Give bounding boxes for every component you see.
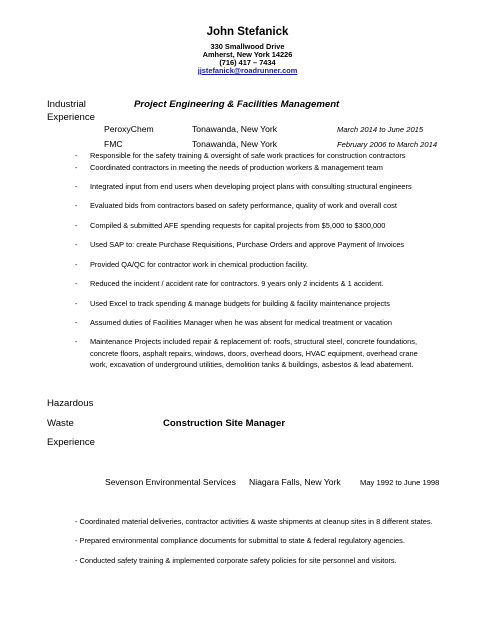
employer-company: FMC	[104, 139, 123, 149]
phone-number: (716) 417 – 7434	[219, 58, 276, 67]
resume-name: John Stefanick	[206, 26, 289, 38]
employer-dates: February 2006 to March 2014	[337, 140, 438, 149]
employer-dates: March 2014 to June 2015	[337, 125, 424, 134]
employer-company: PeroxyChem	[104, 124, 154, 134]
bullet-dash: -	[75, 279, 78, 288]
section-label-experience: Experience	[47, 112, 95, 123]
section-label-hazardous: Hazardous	[47, 398, 94, 409]
address-line-2: Amherst, New York 14226	[202, 50, 293, 59]
bullet-text: Provided QA/QC for contractor work in chemical production facility.	[90, 260, 308, 269]
bullet-dash: -	[75, 299, 78, 308]
employer-company: Sevenson Environmental Services	[105, 477, 236, 487]
section-label-experience: Experience	[47, 437, 95, 448]
email-link[interactable]: jjstefanick@roadrunner.com	[197, 66, 298, 75]
bullet-text: Compiled & submitted AFE spending requests for capital projects from $5,000 to $300,000	[90, 221, 386, 230]
bullet-text: Used Excel to track spending & manage budgets for building & facility maintenance projects	[90, 299, 390, 308]
employer-location: Tonawanda, New York	[192, 139, 278, 149]
bullet-text: Assumed duties of Facilities Manager when he was absent for medical treatment or vacation	[90, 318, 392, 327]
bullet-item: - Coordinated material deliveries, contractor activities & waste shipments at cleanup sites in 8 different states.	[75, 517, 433, 526]
bullet-text: Used SAP to: create Purchase Requisitions, Purchase Orders and approve Payment of Invoices	[90, 240, 405, 249]
employer-dates: May 1992 to June 1998	[360, 478, 440, 487]
employer-location: Tonawanda, New York	[192, 124, 278, 134]
bullet-text: Reduced the incident / accident rate for contractors. 9 years only 2 incidents & 1 accident.	[90, 279, 384, 288]
bullet-dash: -	[75, 221, 78, 230]
job-title-site-manager: Construction Site Manager	[163, 418, 286, 429]
address-line-1: 330 Smallwood Drive	[210, 42, 285, 51]
bullet-text: Integrated input from end users when developing project plans with consulting structural engineers	[90, 182, 412, 191]
bullet-dash: -	[75, 337, 78, 346]
section-label-waste: Waste	[47, 418, 74, 429]
section-label-industrial: Industrial	[47, 99, 86, 110]
bullet-item: - Conducted safety training & implemented corporate safety policies for site personnel and visitors.	[75, 556, 397, 565]
job-title-project-engineering: Project Engineering & Facilities Management	[134, 99, 340, 110]
bullet-dash: -	[75, 182, 78, 191]
bullet-dash: -	[75, 318, 78, 327]
bullet-dash: -	[75, 163, 78, 172]
employer-location: Niagara Falls, New York	[249, 477, 341, 487]
bullet-text: Responsible for the safety training & oversight of safe work practices for construction contractors	[90, 151, 406, 160]
bullet-dash: -	[75, 240, 78, 249]
bullet-text: Coordinated contractors in meeting the needs of production workers & management team	[90, 163, 383, 172]
bullet-dash: -	[75, 260, 78, 269]
bullet-text: Evaluated bids from contractors based on safety performance, quality of work and overall cost	[90, 201, 397, 210]
email-row	[0, 66, 495, 75]
bullet-dash: -	[75, 201, 78, 210]
bullet-dash: -	[75, 151, 78, 160]
bullet-text: Maintenance Projects included repair & replacement of: roofs, structural steel, concrete foundations, concrete floors, asphalt repairs, windows, doors, overhead doors, HVAC equipment, overhead crane work, excavation of underground utilities, demolition tanks & buildings, asbestos & lead abatement.	[90, 337, 418, 369]
bullet-item: - Prepared environmental compliance documents for submittal to state & federal regulatory agencies.	[75, 536, 405, 545]
